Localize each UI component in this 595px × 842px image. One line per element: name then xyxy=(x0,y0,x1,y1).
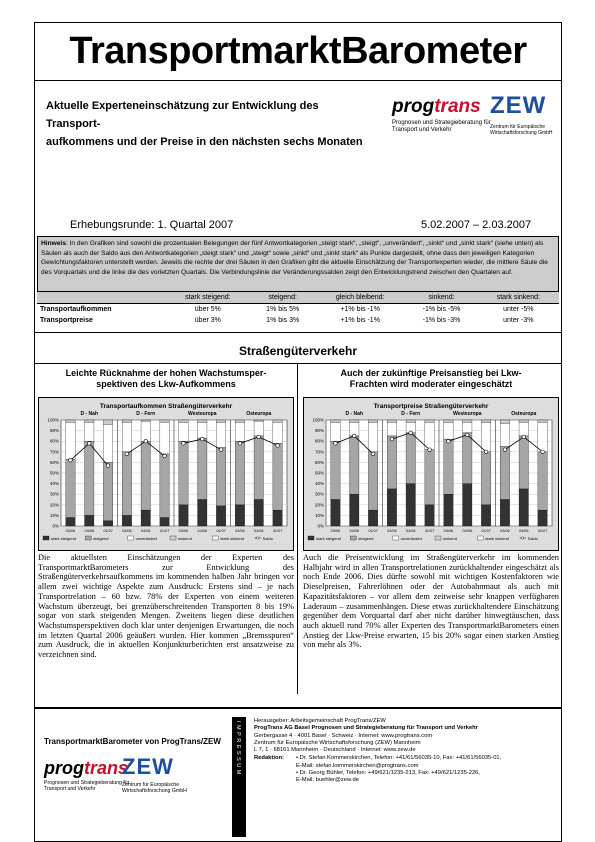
bar-segment xyxy=(85,420,94,422)
footer-zew-tagline: Zentrum für Europäische Wirtschaftsforschung GmbH xyxy=(122,782,187,795)
bar-segment xyxy=(406,433,415,484)
bar-segment xyxy=(122,452,131,516)
bar-segment xyxy=(85,441,94,515)
y-tick-label: 90% xyxy=(314,428,324,434)
bar-segment xyxy=(198,422,207,438)
x-tick-label: 01/07 xyxy=(537,529,548,533)
y-tick-label: 10% xyxy=(49,512,59,518)
group-label: D - Nah xyxy=(80,411,98,417)
bar-segment xyxy=(254,420,263,421)
progtrans-tagline: Prognosen und Strategieberatung für Transport und Verkehr xyxy=(392,120,491,133)
bar-segment xyxy=(519,436,528,489)
saldo-point xyxy=(334,442,338,446)
bar-segment xyxy=(179,420,188,422)
saldo-point xyxy=(522,435,526,439)
y-tick-label: 20% xyxy=(314,502,324,508)
bar-segment xyxy=(85,515,94,526)
bar-segment xyxy=(368,510,377,526)
group-label: Osteuropa xyxy=(246,411,272,417)
x-tick-label: 04/06 xyxy=(197,529,208,533)
y-tick-label: 80% xyxy=(49,438,59,444)
bar-segment xyxy=(350,420,359,422)
saldo-point xyxy=(200,437,204,441)
y-tick-label: 40% xyxy=(314,481,324,487)
x-tick-label: 01/07 xyxy=(103,529,113,533)
bar-segment xyxy=(216,422,225,447)
article-body-right: Auch die Preisentwicklung im Straßengüterverkehr im kommenden Halbjahr wird in allen Transportrelationen zurückhaltender eingeschätzt als noch Ende 2006. Dies dürfte sowohl mit wichtigen Kostenfaktoren wie Dieselpreisen, Fahrerlöhnen oder der Autobahnmaut als auch mit Kapazitätsfaktoren – vor allem dem zeitweise sehr knappen verfügbaren Laderaum – zusammenhängen. Diese etwas zurückhaltendere Einschätzung gegenüber dem Vorquartal darf aber nicht darüber hinwegtäuschen, dass auch aktuell rund 70% aller Experten des TransportmarktBarometers einen Anstieg der Lkw-Preise erwarten, 15 bis 20% sogar einen starken Anstieg von mehr als 3%. xyxy=(303,553,559,650)
key-header-cell: gleich bleibend: xyxy=(315,292,405,304)
article-headline-left xyxy=(38,368,294,390)
bar-segment xyxy=(273,443,282,510)
zew-tagline: Zentrum für Europäische Wirtschaftsforschung GmbH xyxy=(490,124,553,136)
legend-swatch xyxy=(477,536,483,540)
x-tick-label: 04/06 xyxy=(140,529,151,533)
x-tick-label: 01/07 xyxy=(216,529,226,533)
saldo-point xyxy=(390,437,394,441)
headline-line: Leichte Rücknahme der hohen Wachstumsper- xyxy=(65,368,267,378)
bar-segment xyxy=(216,448,225,506)
bar-segment xyxy=(500,447,509,500)
x-tick-label: 04/06 xyxy=(253,529,264,533)
bar-segment xyxy=(387,422,396,436)
chart-title: Transportaufkommen Straßengüterverkehr xyxy=(99,403,233,410)
bar-segment xyxy=(122,420,131,422)
saldo-point xyxy=(409,431,413,435)
key-header-cell: steigend: xyxy=(250,292,315,304)
bar-segment xyxy=(425,505,434,526)
impressum-line: Gerbergasse 4 · 4001 Basel · Schweiz · Internet: www.progtrans.com xyxy=(254,732,433,739)
group-label: D - Nah xyxy=(345,411,363,417)
table-cell: +1% bis -1% xyxy=(340,317,380,324)
bar-segment xyxy=(254,436,263,500)
bar-segment xyxy=(235,505,244,526)
footer-logo-part-b: trans xyxy=(84,758,129,778)
redaktion-line: • Dr. Stefan Kommerskirchen, Telefon: +41/61/56035-10, Fax: +41/61/56035-01, xyxy=(296,755,502,762)
bar-segment xyxy=(85,422,94,441)
legend-swatch xyxy=(43,536,49,540)
saldo-point xyxy=(163,454,167,458)
bar-segment xyxy=(463,422,472,433)
footer-progtrans-logo xyxy=(44,758,128,779)
saldo-point xyxy=(276,444,280,448)
saldo-point xyxy=(541,450,545,454)
table-cell: unter -5% xyxy=(478,304,559,316)
key-header-cell: sinkend: xyxy=(405,292,477,304)
bar-segment xyxy=(519,422,528,436)
redaktion-block xyxy=(254,755,559,784)
impressum-text xyxy=(254,718,559,785)
bar-segment xyxy=(179,422,188,441)
legend-label: stark sinkend xyxy=(220,536,244,541)
bar-segment xyxy=(406,420,415,422)
bar-segment xyxy=(122,515,131,526)
footer-logo-part-a: prog xyxy=(44,758,84,778)
bar-segment xyxy=(463,420,472,422)
table-cell: unter -3% xyxy=(503,317,534,324)
redaktion-entries xyxy=(296,755,501,784)
bar-segment xyxy=(387,489,396,526)
bar-segment xyxy=(216,420,225,422)
impressum-line: Herausgeber: Arbeitsgemeinschaft ProgTrans/ZEW xyxy=(254,718,386,724)
section-rule-bottom xyxy=(34,363,562,364)
bar-segment xyxy=(103,462,112,520)
y-tick-label: 80% xyxy=(314,438,324,444)
bar-segment xyxy=(216,506,225,526)
subtitle-line-1: Aktuelle Experteneinschätzung zur Entwicklung des Transport- xyxy=(46,100,319,130)
bar-segment xyxy=(406,484,415,526)
y-tick-label: 60% xyxy=(314,459,324,465)
table-cell: über 3% xyxy=(194,317,221,324)
redaktion-line: • Dr. Georg Bühler, Telefon: +49/621/1235-213, Fax: +49/621/1235-226, xyxy=(296,770,481,777)
table-cell: -1% bis -5% xyxy=(405,304,477,316)
bar-segment xyxy=(481,422,490,452)
bar-segment xyxy=(500,423,509,446)
bar-segment xyxy=(235,420,244,422)
legend-label: steigend xyxy=(358,536,374,541)
saldo-point xyxy=(219,448,223,452)
bar-segment xyxy=(463,484,472,526)
footer-rule xyxy=(34,707,562,709)
key-header-cell xyxy=(37,292,165,304)
legend-swatch xyxy=(308,536,314,540)
saldo-point xyxy=(371,452,375,456)
bar-segment xyxy=(273,510,282,526)
bar-segment xyxy=(103,420,112,424)
bar-segment xyxy=(235,422,244,441)
bar-segment xyxy=(350,436,359,494)
bar-segment xyxy=(254,421,263,436)
article-headline-right xyxy=(303,368,559,390)
legend-swatch xyxy=(212,536,218,540)
bar-segment xyxy=(481,420,490,422)
y-tick-label: 20% xyxy=(49,502,59,508)
x-tick-label: 04/06 xyxy=(405,529,416,533)
legend-swatch xyxy=(350,536,356,540)
bar-segment xyxy=(519,489,528,526)
bar-segment xyxy=(425,422,434,450)
column-separator xyxy=(297,364,298,694)
legend-label: unverändert xyxy=(400,536,423,541)
x-tick-label: 03/06 xyxy=(500,529,510,533)
table-cell: -1% bis -3% xyxy=(422,317,461,324)
redaktion-label: Redaktion: xyxy=(254,755,284,762)
legend-label: sinkend xyxy=(178,536,192,541)
bar-segment xyxy=(273,422,282,443)
y-tick-label: 30% xyxy=(314,491,324,497)
group-label: Osteuropa xyxy=(511,411,537,417)
chart-svg xyxy=(304,398,558,550)
bar-segment xyxy=(141,420,150,421)
impressum-line: Zentrum für Europäische Wirtschaftsforschung (ZEW) Mannheim xyxy=(254,739,421,746)
bar-segment xyxy=(425,420,434,422)
y-tick-label: 100% xyxy=(47,417,59,423)
hint-box xyxy=(37,236,559,292)
zew-logo: ZEW xyxy=(490,92,547,119)
saldo-point xyxy=(87,442,91,446)
row-label: Transportpreise xyxy=(40,317,93,324)
bar-segment xyxy=(160,420,169,422)
bar-segment xyxy=(273,420,282,422)
legend-swatch xyxy=(170,536,176,540)
bar-segment xyxy=(444,422,453,439)
x-tick-label: 04/06 xyxy=(84,529,95,533)
y-tick-label: 50% xyxy=(49,470,59,476)
bar-segment xyxy=(160,422,169,454)
headline-line: spektiven des Lkw-Aufkommens xyxy=(96,379,236,389)
x-tick-label: 01/07 xyxy=(272,529,283,533)
x-tick-label: 04/06 xyxy=(518,529,529,533)
bar-segment xyxy=(368,422,377,452)
y-tick-label: 10% xyxy=(314,512,324,518)
x-tick-label: 03/06 xyxy=(178,529,189,533)
chart-svg xyxy=(39,398,293,550)
saldo-point xyxy=(106,464,110,468)
x-tick-label: 01/07 xyxy=(481,529,491,533)
section-rule-top xyxy=(34,332,562,333)
saldo-point xyxy=(465,433,469,437)
x-tick-label: 04/06 xyxy=(462,529,473,533)
y-tick-label: 30% xyxy=(49,491,59,497)
x-tick-label: 04/06 xyxy=(349,529,360,533)
x-tick-label: 03/06 xyxy=(443,529,454,533)
survey-round: Erhebungsrunde: 1. Quartal 2007 xyxy=(70,219,234,231)
x-tick-label: 03/06 xyxy=(122,529,132,533)
bar-segment xyxy=(66,420,75,422)
bar-segment xyxy=(141,441,150,510)
legend-label: Saldo xyxy=(527,536,538,541)
progtrans-logo xyxy=(392,96,481,118)
key-header-cell: stark steigend: xyxy=(165,292,250,304)
saldo-point xyxy=(182,442,186,446)
chart-title: Transportpreise Straßengüterverkehr xyxy=(373,403,489,410)
legend-swatch xyxy=(256,537,258,539)
table-row xyxy=(37,315,559,326)
legend-label: stark steigend xyxy=(316,536,341,541)
y-tick-label: 50% xyxy=(314,470,324,476)
legend-label: stark sinkend xyxy=(485,536,509,541)
subtitle-line-2: aufkommens und der Preise in den nächsten sechs Monaten xyxy=(46,136,363,148)
bar-segment xyxy=(444,494,453,526)
row-label: Transportaufkommen xyxy=(37,304,165,316)
bar-segment xyxy=(538,452,547,510)
bar-segment xyxy=(122,422,131,452)
bar-segment xyxy=(500,420,509,423)
bar-segment xyxy=(103,424,112,462)
bar-segment xyxy=(481,452,490,505)
bar-segment xyxy=(331,500,340,527)
table-row xyxy=(37,304,559,316)
progtrans-logo-part-b: trans xyxy=(434,96,481,117)
chart-transportpreise xyxy=(303,397,559,551)
saldo-point xyxy=(69,458,73,462)
bar-segment xyxy=(350,494,359,526)
group-label: Westeuropa xyxy=(187,411,217,417)
y-tick-label: 0% xyxy=(52,523,59,529)
bar-segment xyxy=(235,441,244,505)
bar-segment xyxy=(331,422,340,441)
y-tick-label: 70% xyxy=(314,449,324,455)
footer-zew-logo: ZEW xyxy=(122,754,174,779)
saldo-point xyxy=(144,439,148,443)
bar-segment xyxy=(103,521,112,526)
impressum-bar xyxy=(232,717,246,837)
redaktion-line: E-Mail: stefan.kommerskirchen@progtrans.com xyxy=(296,762,419,769)
key-table-header xyxy=(37,292,559,304)
bar-segment xyxy=(160,454,169,518)
saldo-point xyxy=(257,435,261,439)
key-header-cell: stark sinkend: xyxy=(478,292,559,304)
bar-segment xyxy=(66,518,75,526)
impressum-line: ProgTrans AG Basel Prognosen und Strategieberatung für Transport und Verkehr xyxy=(254,725,478,732)
hint-text: : In den Grafiken sind sowohl die prozentualen Belegungen der fünf Antwortkategorien „steigt stark“, „steigt“, „unverändert“, „sinkt“ und „sinkt stark“ (siehe unten) als Säulen als auch der Saldo aus den Antwortkategorien „steigt stark“ und „steigt“ sowie „sinkt“ und „sinkt stark“ als Punkte dargestellt, ohne dass den jeweiligen Kategorien Gewichtungsfaktoren unterstellt werden. Jeweils die rechte der drei Säulen in den Grafiken gibt die aktuelle Einschätzung der Transportexperten wieder, die mittlere Säule die des Vorquartals und die linke die des vorletzten Quartals. Die Verbindungslinie der Veränderungssalden zeigt den Entwicklungstrend zwischen den Quartalen auf. xyxy=(41,240,548,276)
survey-dates: 5.02.2007 – 2.03.2007 xyxy=(421,219,532,231)
legend-label: sinkend xyxy=(443,536,457,541)
x-tick-label: 03/06 xyxy=(387,529,397,533)
bar-segment xyxy=(368,420,377,422)
bar-segment xyxy=(519,420,528,422)
legend-swatch xyxy=(85,536,91,540)
bar-segment xyxy=(538,510,547,526)
bar-segment xyxy=(66,422,75,459)
saldo-point xyxy=(503,448,507,452)
legend-label: Saldo xyxy=(262,536,273,541)
saldo-point xyxy=(428,448,432,452)
y-tick-label: 40% xyxy=(49,481,59,487)
redaktion-line: E-Mail: buehler@zew.de xyxy=(296,777,359,784)
bar-segment xyxy=(538,422,547,452)
y-tick-label: 0% xyxy=(317,523,324,529)
legend-swatch xyxy=(521,537,523,539)
y-tick-label: 100% xyxy=(312,417,324,423)
x-tick-label: 01/07 xyxy=(368,529,378,533)
page-title: TransportmarktBarometer xyxy=(69,30,527,72)
bar-segment xyxy=(160,518,169,526)
hint-label: Hinweis xyxy=(41,240,66,247)
bar-segment xyxy=(179,441,188,505)
saldo-point xyxy=(352,434,356,438)
bar-segment xyxy=(444,420,453,422)
saldo-point xyxy=(238,442,242,446)
article-body-left: Die aktuellsten Einschätzungen der Experten des TransportmarktBarometers zur Entwicklung des Straßengüterverkehrsaufkommens im kommenden halben Jahr bringen vor allem zwei wichtige Aspekte zum Ausdruck: Erstens sind – je nach Transportrelation – 60 bzw. 78% der Experten von einem weiteren Wachstum überzeugt, bei grenzüberschreitenden Transporten 8 bis 19% sogar von stark steigenden Mengen. Zweitens liegen diese deutlichen Wachstumsperspektiven doch klar unter denjenigen Erwartungen, die noch im letzten Quartal 2006 geäußert wurden. Hier kommen „Bremsspuren“ zum Ausdruck, die in aktuellen Konjunkturberichten erst ansatzweise zu verzeichnen sind. xyxy=(38,553,294,660)
bar-segment xyxy=(66,459,75,517)
bar-segment xyxy=(141,510,150,526)
bar-segment xyxy=(198,500,207,527)
legend-swatch xyxy=(128,536,134,540)
footer-title: TransportmarktBarometer von ProgTrans/ZEW xyxy=(44,737,221,746)
saldo-point xyxy=(447,439,451,443)
x-tick-label: 03/06 xyxy=(235,529,245,533)
x-tick-label: 01/07 xyxy=(159,529,170,533)
table-cell: 1% bis 3% xyxy=(266,317,300,324)
x-tick-label: 03/06 xyxy=(330,529,341,533)
category-key-table xyxy=(37,292,559,326)
impressum-label: IMPRESSUM xyxy=(235,721,241,777)
bar-segment xyxy=(331,420,340,422)
bar-segment xyxy=(254,500,263,527)
saldo-point xyxy=(125,452,129,456)
group-label: D - Fern xyxy=(136,411,156,417)
table-cell: 1% bis 5% xyxy=(250,304,315,316)
bar-segment xyxy=(198,420,207,422)
bar-segment xyxy=(368,452,377,510)
x-tick-label: 03/06 xyxy=(65,529,76,533)
table-cell: +1% bis -1% xyxy=(315,304,405,316)
bar-segment xyxy=(179,505,188,526)
group-label: D - Fern xyxy=(401,411,421,417)
headline-line: Frachten wird moderater eingeschätzt xyxy=(349,379,513,389)
legend-label: stark steigend xyxy=(51,536,76,541)
bar-segment xyxy=(463,433,472,484)
bar-segment xyxy=(331,441,340,499)
legend-label: unverändert xyxy=(135,536,158,541)
saldo-point xyxy=(484,450,488,454)
bar-segment xyxy=(198,438,207,499)
legend-swatch xyxy=(393,536,399,540)
bar-segment xyxy=(141,421,150,441)
table-cell: über 5% xyxy=(165,304,250,316)
bar-segment xyxy=(444,439,453,494)
y-tick-label: 90% xyxy=(49,428,59,434)
legend-label: steigend xyxy=(93,536,109,541)
bar-segment xyxy=(538,420,547,422)
footer-progtrans-tagline: Prognosen und Strategieberatung für Transport und Verkehr xyxy=(44,780,130,793)
bar-segment xyxy=(481,505,490,526)
progtrans-logo-part-a: prog xyxy=(392,96,435,117)
title-rule xyxy=(34,80,562,81)
page-subtitle xyxy=(46,97,376,151)
x-tick-label: 01/07 xyxy=(424,529,435,533)
legend-swatch xyxy=(435,536,441,540)
y-tick-label: 60% xyxy=(49,459,59,465)
y-tick-label: 70% xyxy=(49,449,59,455)
bar-segment xyxy=(500,500,509,527)
bar-segment xyxy=(387,436,396,489)
chart-transportaufkommen xyxy=(38,397,294,551)
headline-line: Auch der zukünftige Preisanstieg bei Lkw- xyxy=(340,368,522,378)
bar-segment xyxy=(387,420,396,422)
bar-segment xyxy=(425,450,434,505)
section-title: Straßengüterverkehr xyxy=(238,344,358,358)
group-label: Westeuropa xyxy=(452,411,482,417)
impressum-line: L 7, 1 · 68161 Mannheim · Deutschland · Internet: www.zew.de xyxy=(254,747,416,754)
